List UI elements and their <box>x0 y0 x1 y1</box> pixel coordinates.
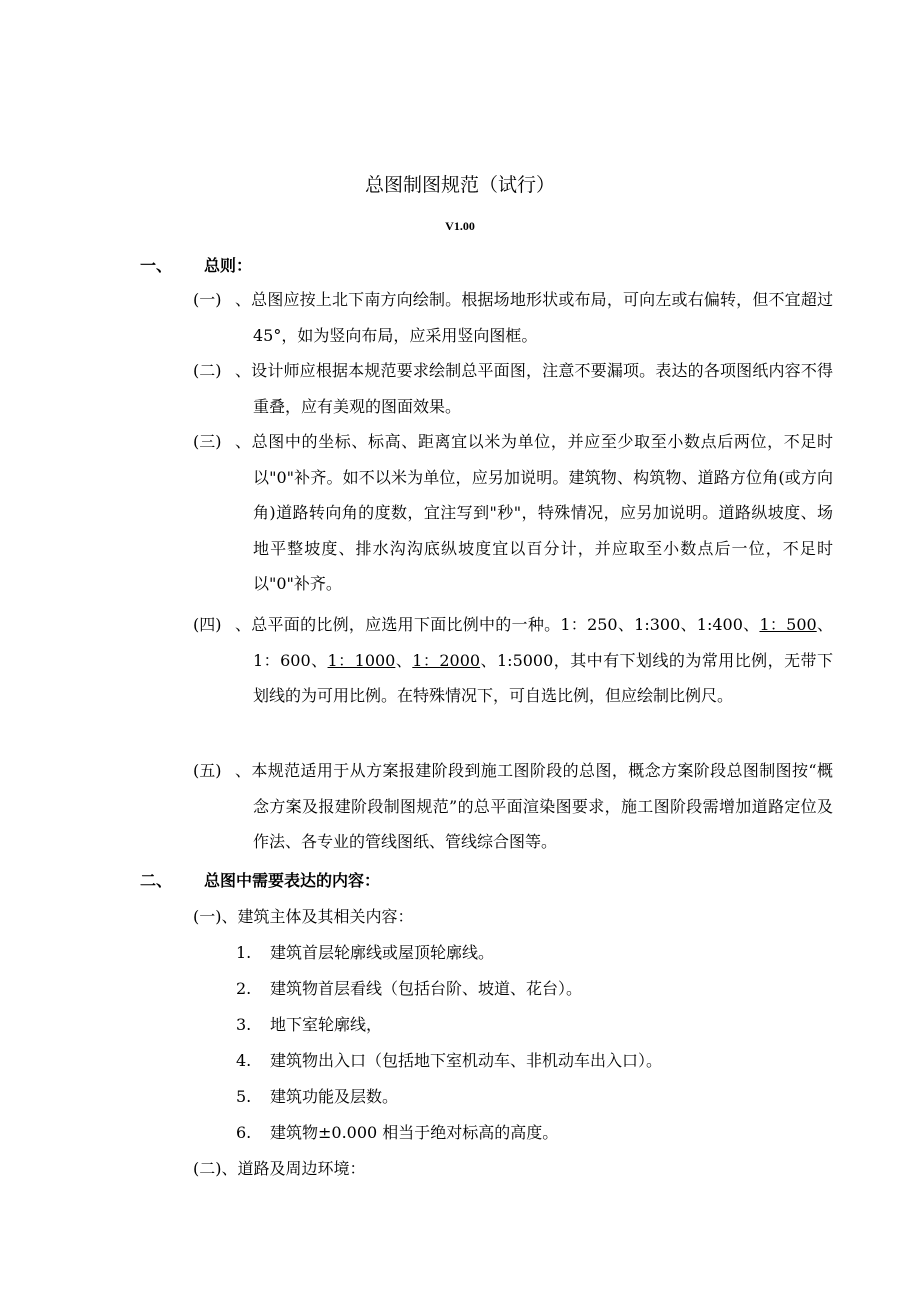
scale-underlined: 1：1000 <box>327 650 396 670</box>
list-text: 建筑物±0.000 相当于绝对标高的高度。 <box>270 1123 559 1142</box>
clause-text-part: 、总平面的比例，应选用下面比例中的一种。1：250、1:300、1:400、 <box>235 615 760 634</box>
clause-4 <box>193 607 833 714</box>
clause-text: 、本规范适用于从方案报建阶段到施工图阶段的总图，概念方案阶段总图制图按“概念方案及报建阶段制图规范”的总平面渲染图要求，施工图阶段需增加道路定位及作法、各专业的管线图纸、管线综合图等。 <box>235 761 833 851</box>
list-item <box>236 1120 558 1143</box>
clause-text-part: 、1：600、 <box>253 615 833 670</box>
section-number: 二、 <box>140 871 173 890</box>
list-text: 建筑物首层看线（包括台阶、坡道、花台）。 <box>270 979 583 998</box>
clause-text: 、总图应按上北下南方向绘制。根据场地形状或布局，可向左或右偏转，但不宜超过 45°，如为竖向布局，应采用竖向图框。 <box>235 290 833 345</box>
clause-text-part: 、1:5000，其中有下划线的为常用比例，无带下划线的为可用比例。在特殊情况下，可自选比例，但应绘制比例尺。 <box>253 650 833 705</box>
clause-marker: (四) <box>193 615 222 634</box>
document-title: 总图制图规范（试行） <box>364 174 555 196</box>
list-text: 建筑功能及层数。 <box>270 1087 399 1106</box>
list-item <box>236 976 582 999</box>
clause-marker: (二) <box>193 361 222 380</box>
clause-text: 、设计师应根据本规范要求绘制总平面图，注意不要漏项。表达的各项图纸内容不得重叠，应有美观的图面效果。 <box>235 361 833 416</box>
clause-3 <box>193 424 833 602</box>
section-title: 总则： <box>204 256 253 275</box>
clause-1 <box>193 282 833 353</box>
subsection-roads: (二)、道路及周边环境： <box>193 1159 366 1178</box>
list-item <box>236 1084 398 1107</box>
list-text: 建筑首层轮廓线或屋顶轮廓线。 <box>270 943 495 962</box>
clause-text-part: 、 <box>395 650 413 670</box>
section-number: 一、 <box>140 256 173 275</box>
list-text: 建筑物出入口（包括地下室机动车、非机动车出入口）。 <box>270 1051 663 1070</box>
clause-marker: (五) <box>193 761 222 780</box>
clause-2 <box>193 353 833 424</box>
list-number: 6. <box>236 1123 252 1142</box>
list-number: 3. <box>236 1015 252 1034</box>
section-title: 总图中需要表达的内容： <box>204 871 381 890</box>
scale-underlined: 1：2000 <box>412 650 481 670</box>
list-item <box>236 1048 662 1071</box>
list-text: 地下室轮廓线， <box>270 1015 383 1034</box>
section-heading-content <box>140 868 380 891</box>
list-item <box>236 940 494 963</box>
clause-text <box>193 607 833 714</box>
clause-marker: (三) <box>193 432 222 451</box>
scale-underlined: 1：500 <box>759 615 817 634</box>
list-number: 4. <box>236 1051 252 1070</box>
clause-5 <box>193 753 833 860</box>
list-item <box>236 1012 382 1035</box>
section-heading-general <box>140 253 252 276</box>
list-number: 5. <box>236 1087 252 1106</box>
clause-marker: (一) <box>193 290 222 309</box>
document-version: V1.00 <box>445 219 475 233</box>
list-number: 2. <box>236 979 252 998</box>
list-number: 1. <box>236 943 252 962</box>
clause-text: 、总图中的坐标、标高、距离宜以米为单位，并应至少取至小数点后两位，不足时以"0"补齐。如不以米为单位，应另加说明。建筑物、构筑物、道路方位角(或方向角)道路转向角的度数，宜注写到"秒"，特殊情况，应另加说明。道路纵坡度、场地平整坡度、排水沟沟底纵坡度宜以百分计，并应取至小数点后一位，不足时以"0"补齐。 <box>235 432 833 593</box>
subsection-building: (一)、建筑主体及其相关内容： <box>193 907 414 926</box>
